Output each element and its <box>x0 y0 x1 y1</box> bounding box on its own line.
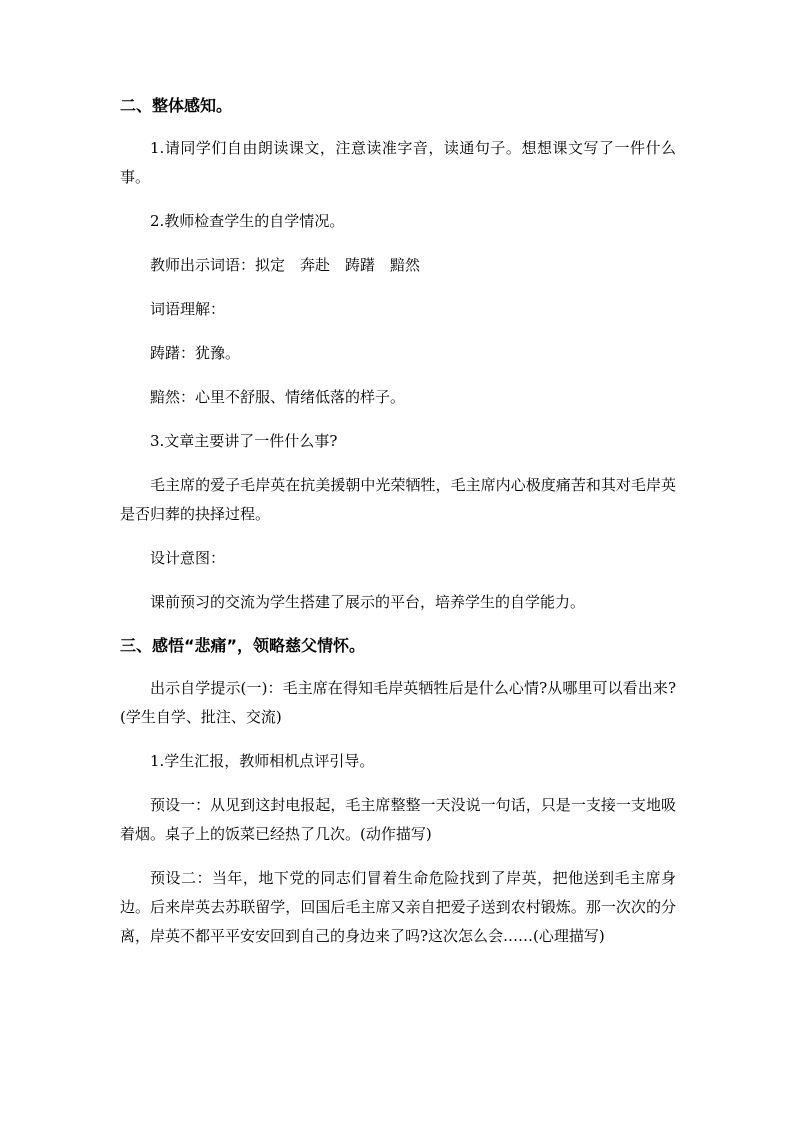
paragraph-vocabulary-heading: 词语理解： <box>150 300 226 318</box>
paragraph-check-self-study: 2.教师检查学生的自学情况。 <box>150 212 345 230</box>
paragraph-vocabulary-list: 教师出示词语：拟定 奔赴 踌躇 黯然 <box>150 256 421 274</box>
paragraph-definition-chouchu: 踌躇：犹豫。 <box>150 344 241 362</box>
paragraph-preset-one: 预设一：从见到这封电报起，毛主席整整一天没说一句话，只是一支接一支地吸着烟。桌子上的饭菜已经热了几次。(动作描写) <box>120 796 676 843</box>
paragraph-design-intent-text: 课前预习的交流为学生搭建了展示的平台，培养学生的自学能力。 <box>150 593 586 611</box>
paragraph-read-aloud-task: 1.请同学们自由朗读课文，注意读准字音，读通句子。想想课文写了一件什么事。 <box>120 139 676 186</box>
paragraph-preset-two: 预设二：当年，地下党的同志们冒着生命危险找到了岸英，把他送到毛主席身边。后来岸英去苏联留学，回国后毛主席又亲自把爱子送到农村锻炼。那一次次的分离，岸英不都平平安安回到自己的身边来了吗?这次怎么会……(心理描写) <box>120 869 676 945</box>
section-heading-overall-perception: 二、整体感知。 <box>120 96 233 115</box>
paragraph-self-study-prompt: 出示自学提示(一)：毛主席在得知毛岸英牺牲后是什么心情?从哪里可以看出来?(学生自学、批注、交流) <box>120 679 676 726</box>
paragraph-main-idea-answer: 毛主席的爱子毛岸英在抗美援朝中光荣牺牲，毛主席内心极度痛苦和其对毛岸英是否归葬的抉择过程。 <box>120 476 676 523</box>
section-heading-feel-grief: 三、感悟“悲痛”，领略慈父情怀。 <box>120 636 366 655</box>
paragraph-student-report: 1.学生汇报，教师相机点评引导。 <box>150 752 375 770</box>
paragraph-design-intent-label: 设计意图： <box>150 549 226 567</box>
document-body <box>120 92 676 966</box>
paragraph-definition-anran: 黯然：心里不舒服、情绪低落的样子。 <box>150 388 406 406</box>
paragraph-main-idea-question: 3.文章主要讲了一件什么事? <box>150 432 338 450</box>
